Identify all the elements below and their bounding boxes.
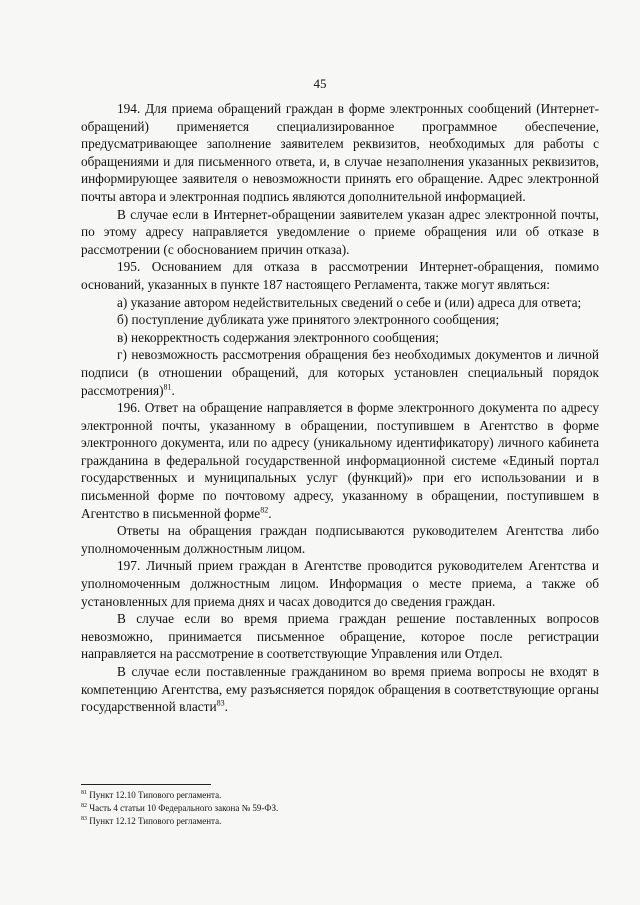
- list-item-g: г) невозможность рассмотрения обращения без необходимых документов и личной подписи (в отношении обращений, для которых установлен специальный порядок рассмотрения)$^{81}$.: [81, 347, 599, 398]
- footnotes: [81, 789, 599, 828]
- paragraph-196: 196. Ответ на обращение направляется в форме электронного документа по адресу электронной почты, указанному в обращении, поступившем в Агентство в форме электронного документа, или по адресу (уникальному идентификатору) личного кабинета гражданина в федеральной государственной информационной системе «Единый портал государственных и муниципальных услуг (функций)» при его использовании и в письменной форме по почтовому адресу, указанному в обращении, поступившем в Агентство в письменной форме$^{82}$.: [81, 400, 599, 521]
- paragraph-competence: В случае если поставленные гражданином во время приема вопросы не входят в компетенцию Агентства, ему разъясняется порядок обращения в соответствующие органы государственной власти$^{83}$.: [81, 664, 599, 715]
- list-item-v: в) некорректность содержания электронного сообщения;: [117, 329, 439, 345]
- footnote-ref-81: 81: [163, 382, 172, 392]
- footnote-82: $^{82}$ Часть 4 статьи 10 Федерального закона № 59-ФЗ.: [81, 803, 279, 813]
- footnote-ref-82: 82: [260, 505, 269, 515]
- paragraph-email-notice: В случае если в Интернет-обращении заявителем указан адрес электронной почты, по этому адресу направляется уведомление о приеме обращения или об отказе в рассмотрении (с обоснованием причин отказа).: [81, 206, 599, 257]
- paragraph-answers-signed: Ответы на обращения граждан подписываются руководителем Агентства либо уполномоченным должностным лицом.: [81, 523, 599, 556]
- paragraph-197: 197. Личный прием граждан в Агентстве проводится руководителем Агентства и уполномоченным должностным лицом. Информация о месте приема, а также об установленных для приема днях и часах доводится до сведения граждан.: [81, 558, 599, 609]
- paragraph-195: 195. Основанием для отказа в рассмотрении Интернет-обращения, помимо оснований, указанных в пункте 187 настоящего Регламента, также могут являться:: [81, 259, 599, 292]
- paragraph-194: 194. Для приема обращений граждан в форме электронных сообщений (Интернет-обращений) применяется специализированное программное обеспечение, предусматривающее заполнение заявителем реквизитов, необходимых для работы с обращениями и для письменного ответа, и, в случае незаполнения указанных реквизитов, информирующее заявителя о невозможности принять его обращение. Адрес электронной почты автора и электронная подпись являются дополнительной информацией.: [81, 101, 599, 204]
- body-text: [81, 100, 599, 716]
- list-item-a: а) указание автором недействительных сведений о себе и (или) адреса для ответа;: [117, 294, 582, 310]
- footnote-ref-83: 83: [216, 698, 225, 708]
- footnote-81: $^{81}$ Пункт 12.10 Типового регламента.: [81, 790, 222, 800]
- list-item-b: б) поступление дубликата уже принятого электронного сообщения;: [117, 312, 500, 328]
- page-number: 45: [313, 76, 327, 91]
- footnote-separator: [81, 784, 211, 785]
- paragraph-written-appeal: В случае если во время приема граждан решение поставленных вопросов невозможно, принимается письменное обращение, которое после регистрации направляется на рассмотрение в соответствующие Управления или Отдел.: [81, 611, 599, 662]
- footnote-83: $^{83}$ Пункт 12.12 Типового регламента.: [81, 816, 222, 826]
